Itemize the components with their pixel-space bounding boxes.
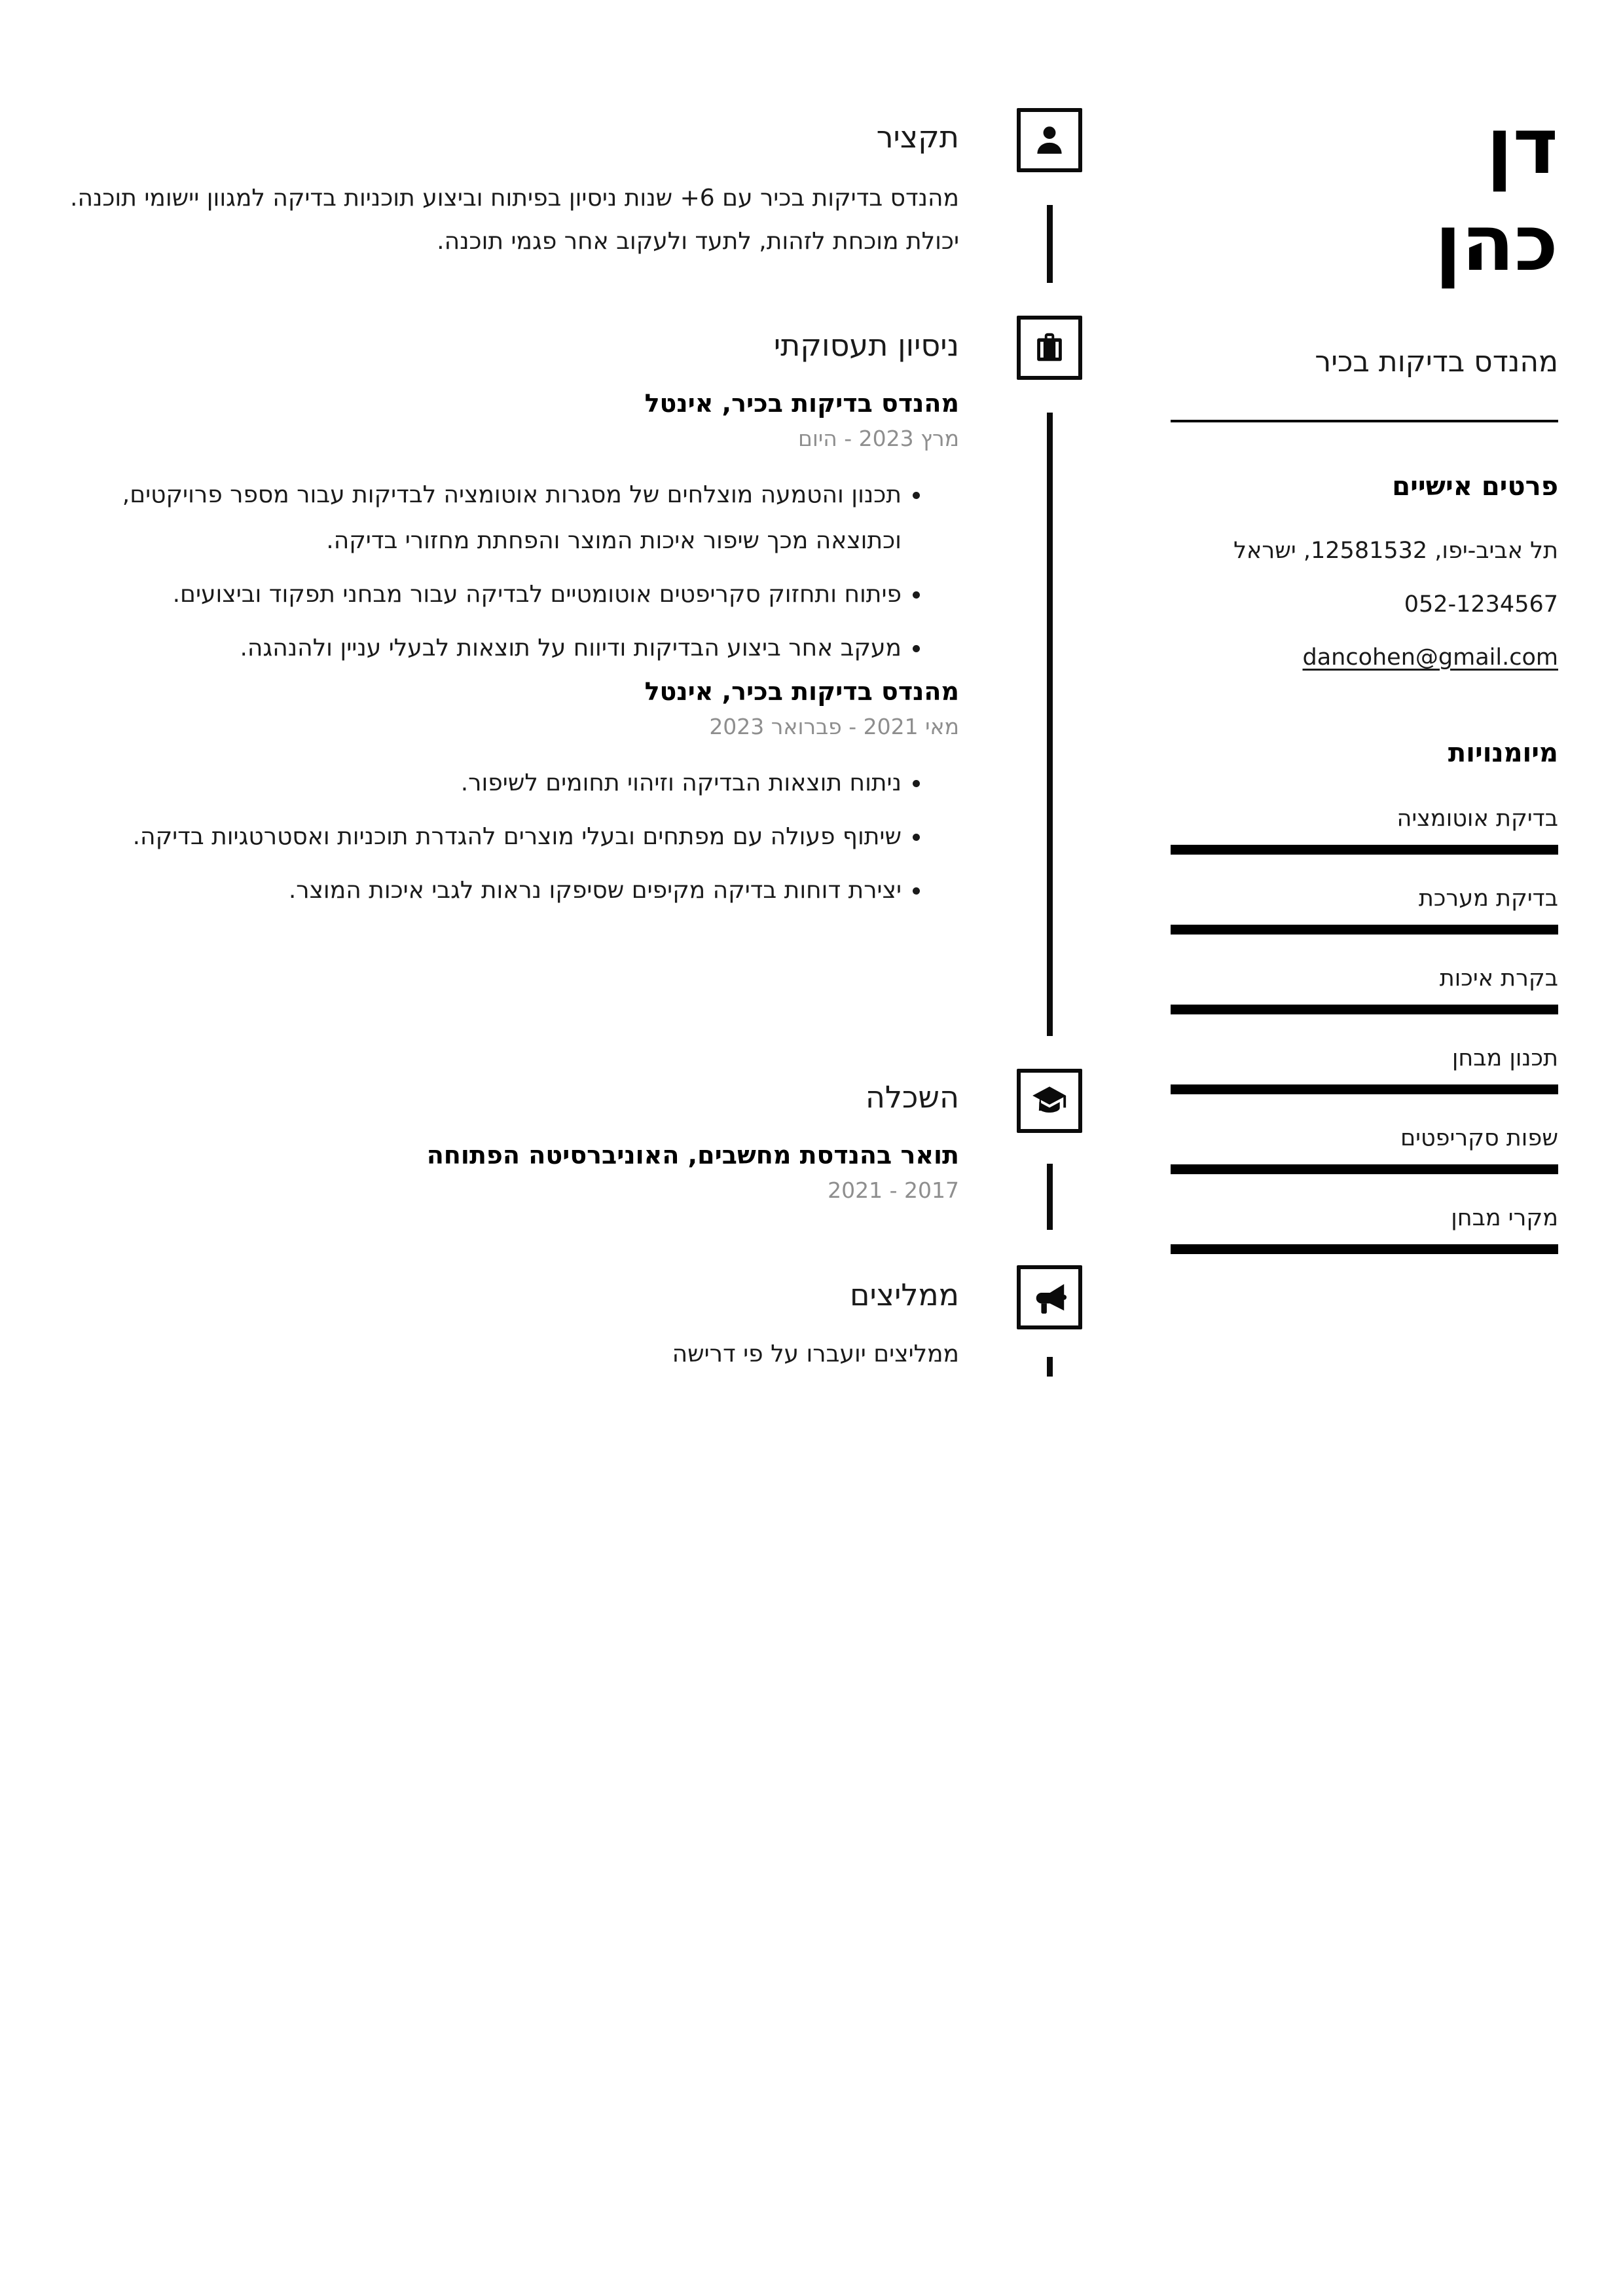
megaphone-icon xyxy=(1017,1265,1082,1329)
skill-item xyxy=(1171,884,1558,935)
job-bullet: • פיתוח ותחזוק סקריפטים אוטומטיים לבדיקה עבור מבחני תפקוד וביצועים. xyxy=(65,572,902,618)
skill-item xyxy=(1171,1124,1558,1174)
skill-item xyxy=(1171,804,1558,855)
summary-heading: תקציר xyxy=(876,119,959,155)
degree-title: תואר בהנדסת מחשבים, האוניברסיטה הפתוחה xyxy=(426,1141,959,1170)
timeline-connector xyxy=(1047,413,1053,1036)
timeline-connector xyxy=(1047,1357,1053,1377)
education-dates: 2017 - 2021 xyxy=(828,1177,959,1203)
summary-text: מהנדס בדיקות בכיר עם 6+ שנות ניסיון בפיתוח וביצוע תוכניות בדיקה למגוון יישומי תוכנה. יכולת מוכחת לזהות, לתעד ולעקוב אחר פגמי תוכנה. xyxy=(70,185,959,255)
last-name: כהן xyxy=(1434,197,1558,288)
job-bullet: • יצירת דוחות בדיקה מקיפים שסיפקו נראות לגבי איכות המוצר. xyxy=(65,868,902,914)
email-link[interactable]: dancohen@gmail.com xyxy=(1302,644,1558,671)
job-bullet-list xyxy=(65,760,959,914)
skill-bar xyxy=(1171,1005,1558,1014)
job-bullet: • שיתוף פעולה עם מפתחים ובעלי מוצרים להגדרת תוכניות ואסטרטגיות בדיקה. xyxy=(65,814,902,860)
education-section xyxy=(65,1079,959,1206)
person-icon xyxy=(1017,108,1082,172)
email xyxy=(1171,643,1558,673)
job-title: מהנדס בדיקות בכיר, אינטל xyxy=(644,677,959,706)
skill-label: מקרי מבחן xyxy=(1451,1204,1558,1231)
skill-label: בקרת איכות xyxy=(1439,965,1558,991)
skill-item xyxy=(1171,1044,1558,1094)
candidate-name xyxy=(1171,98,1558,291)
graduation-cap-icon xyxy=(1017,1069,1082,1133)
personal-details-heading: פרטים אישיים xyxy=(1392,472,1558,502)
job-bullet: • תכנון והטמעה מוצלחים של מסגרות אוטומציה לבדיקות עבור מספר פרויקטים, וכתוצאה מכך שיפור איכות המוצר והפחתת מחזורי בדיקה. xyxy=(65,472,902,564)
briefcase-icon xyxy=(1017,316,1082,380)
job-dates: מאי 2021 - פברואר 2023 xyxy=(709,714,959,739)
skills-heading: מיומנויות xyxy=(1448,737,1558,768)
education-heading: השכלה xyxy=(865,1079,959,1115)
skill-label: בדיקת אוטומציה xyxy=(1396,805,1558,832)
skill-item xyxy=(1171,1204,1558,1254)
job-dates: מרץ 2023 - היום xyxy=(797,426,959,451)
job-bullet-list xyxy=(65,472,959,671)
references-heading: ממליצים xyxy=(849,1277,959,1312)
job-entry xyxy=(65,676,959,914)
employment-heading: ניסיון תעסוקתי xyxy=(773,327,959,363)
phone-number: 052-1234567 xyxy=(1404,591,1558,618)
address: תל אביב-יפו, 12581532, ישראל xyxy=(1233,538,1558,565)
skill-item xyxy=(1171,964,1558,1014)
timeline-connector xyxy=(1047,205,1053,283)
timeline-connector xyxy=(1047,1164,1053,1230)
skill-label: בדיקת מערכת xyxy=(1418,885,1558,912)
skill-bar xyxy=(1171,1244,1558,1254)
skill-bar xyxy=(1171,1164,1558,1174)
skill-bar xyxy=(1171,925,1558,935)
employment-section xyxy=(65,327,959,914)
first-name: דן xyxy=(1486,101,1558,191)
sidebar-divider xyxy=(1171,420,1558,422)
skill-bar xyxy=(1171,1084,1558,1094)
skill-label: שפות סקריפטים xyxy=(1400,1124,1558,1151)
job-entry xyxy=(65,388,959,671)
job-title: מהנדס בדיקות בכיר, אינטל xyxy=(644,389,959,418)
candidate-job-title: מהנדס בדיקות בכיר xyxy=(1315,345,1558,379)
job-bullet: • מעקב אחר ביצוע הבדיקות ודיווח על תוצאות לבעלי עניין ולהנהגה. xyxy=(65,625,902,671)
job-bullet: • ניתוח תוצאות הבדיקה וזיהוי תחומים לשיפור. xyxy=(65,760,902,806)
references-text: ממליצים יועברו על פי דרישה xyxy=(672,1341,959,1367)
references-section xyxy=(65,1277,959,1376)
sidebar xyxy=(1171,0,1558,1254)
summary-section xyxy=(65,119,959,263)
skill-label: תכנון מבחן xyxy=(1451,1045,1558,1071)
skill-bar xyxy=(1171,845,1558,855)
